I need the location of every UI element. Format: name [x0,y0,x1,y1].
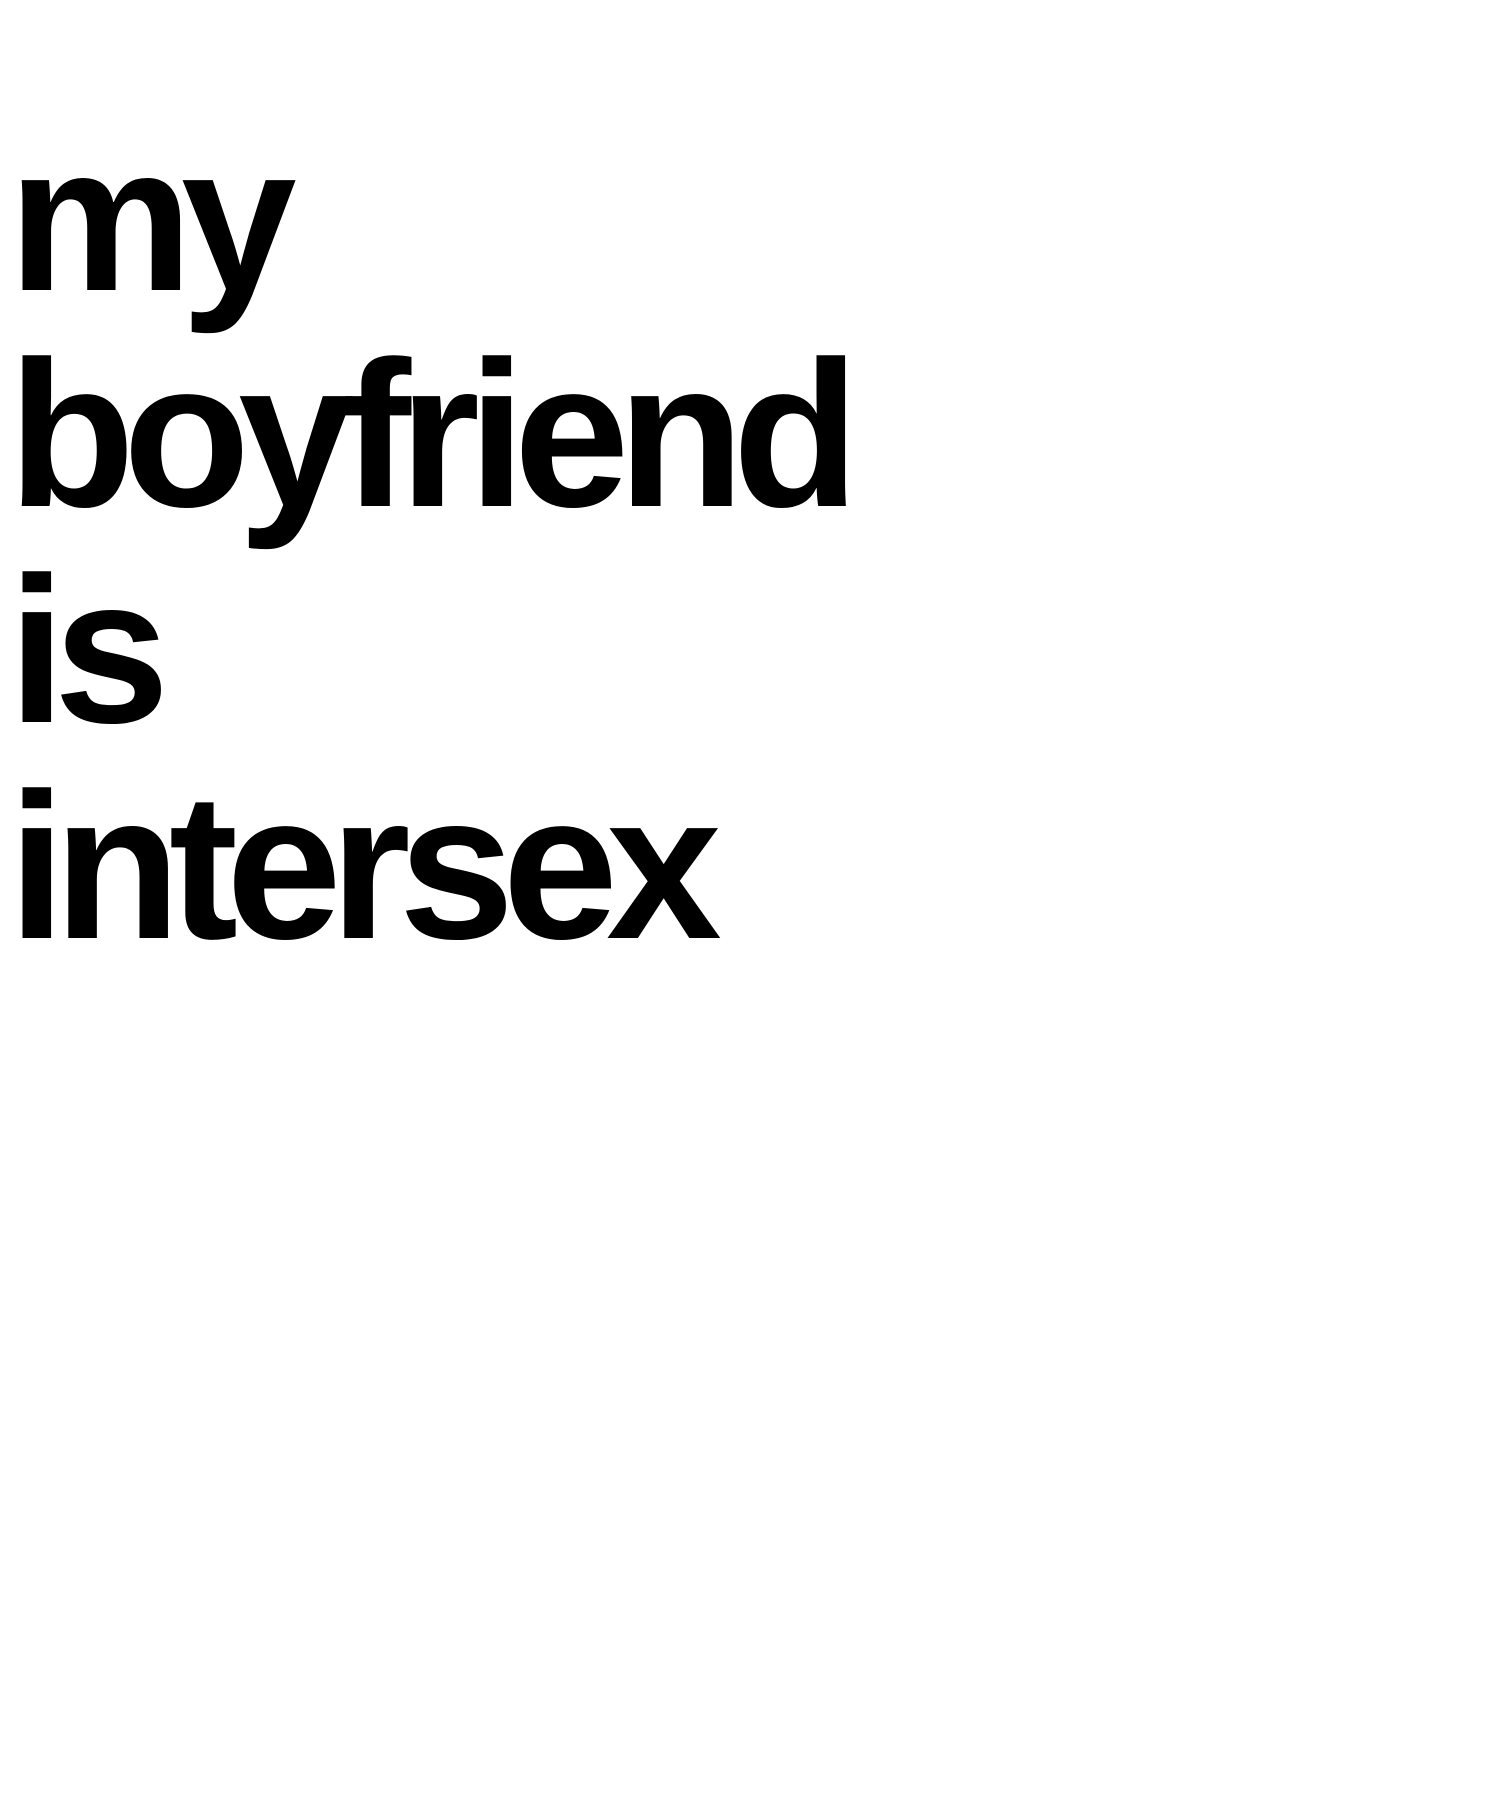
headline-line-3: is [8,535,158,767]
headline-line-4: intersex [8,751,710,983]
headline [8,103,848,983]
headline-line-2: boyfriend [8,319,848,551]
headline-line-1: my [8,103,285,335]
